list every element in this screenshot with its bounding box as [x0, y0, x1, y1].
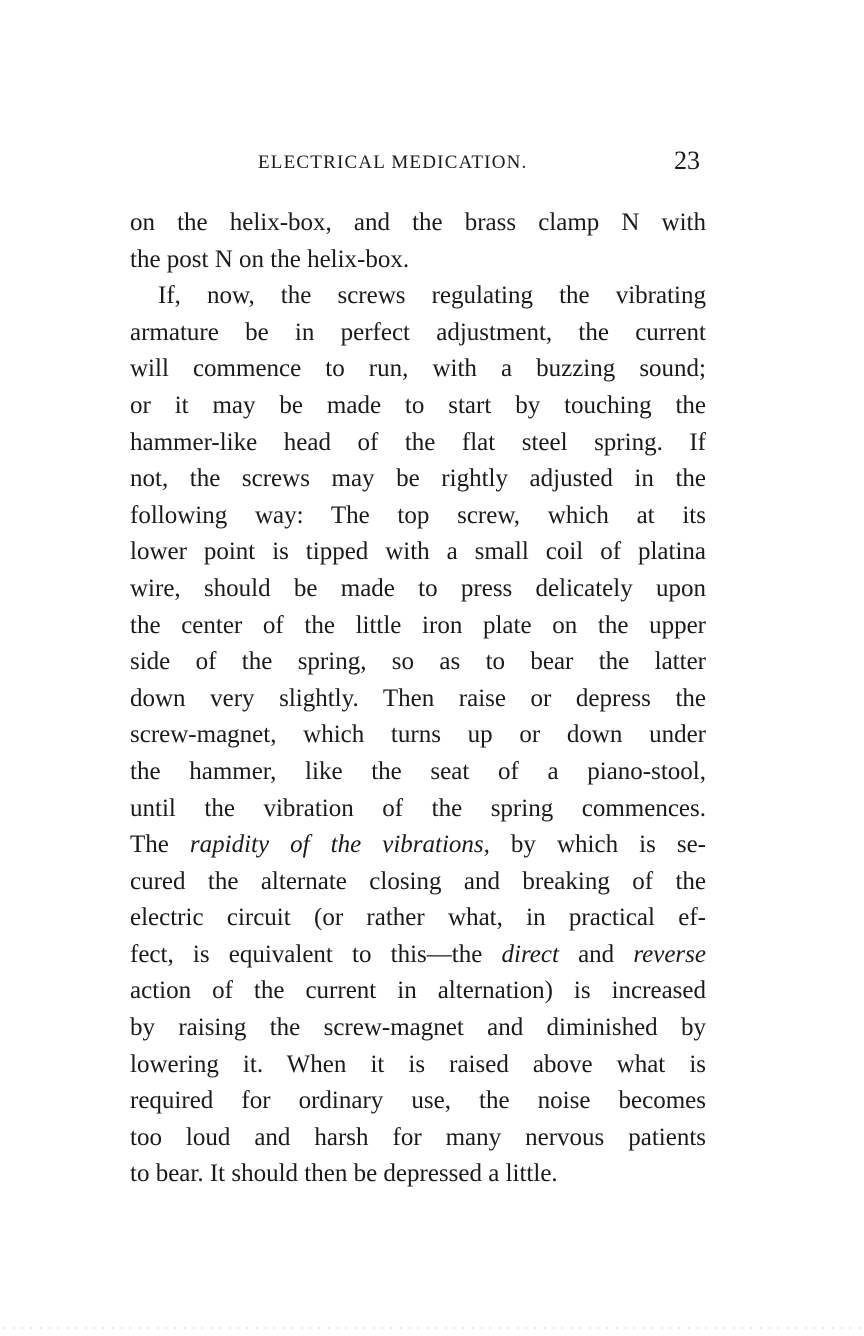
running-title: ELECTRICAL MEDICATION.	[258, 152, 528, 173]
text-run: and	[558, 940, 634, 968]
text-line: or it may be made to start by touching the	[130, 391, 706, 419]
text-run: by which is se-	[489, 831, 706, 859]
text-line: hammer-like head of the flat steel spring. If	[130, 428, 706, 456]
text-line-with-italic	[130, 937, 706, 974]
page-header	[130, 146, 700, 178]
text-run: The	[130, 831, 190, 859]
text-line: the post N on the helix-box.	[130, 245, 410, 273]
text-line: cured the alternate closing and breaking of the	[130, 867, 706, 895]
body-text	[130, 205, 706, 1193]
text-line: If, now, the screws regulating the vibrating	[158, 282, 706, 310]
text-line-with-italic	[130, 827, 706, 864]
text-line: armature be in perfect adjustment, the current	[130, 318, 706, 346]
text-line: on the helix-box, and the brass clamp N with	[130, 209, 706, 236]
text-line: wire, should be made to press delicately upon	[130, 574, 706, 602]
page-number: 23	[674, 146, 700, 175]
text-line: screw-magnet, which turns up or down under	[130, 721, 706, 749]
italic-run: reverse	[633, 940, 706, 968]
text-line: too loud and harsh for many nervous patients	[130, 1123, 706, 1151]
text-line: lower point is tipped with a small coil of platina	[130, 538, 706, 566]
text-line: by raising the screw-magnet and diminished by	[130, 1014, 706, 1042]
text-line: action of the current in alternation) is increased	[130, 977, 706, 1005]
italic-run: direct	[501, 940, 559, 968]
text-line: until the vibration of the spring commences.	[130, 794, 706, 822]
text-line: required for ordinary use, the noise becomes	[130, 1087, 706, 1115]
text-line: will commence to run, with a buzzing sound;	[130, 355, 706, 383]
text-line: side of the spring, so as to bear the latter	[130, 648, 706, 676]
text-line: down very slightly. Then raise or depress the	[130, 684, 706, 712]
italic-run: rapidity of the vibrations,	[189, 831, 490, 859]
text-line: lowering it. When it is raised above what is	[130, 1050, 706, 1078]
text-line: the center of the little iron plate on the upper	[130, 611, 706, 639]
text-run: fect, is equivalent to this—the	[130, 940, 502, 968]
text-line: following way: The top screw, which at its	[130, 501, 706, 529]
text-line: the hammer, like the seat of a piano-stool,	[130, 757, 706, 785]
scan-artifact-dots	[0, 1327, 864, 1329]
text-line: electric circuit (or rather what, in practical ef-	[130, 904, 706, 932]
text-line: to bear. It should then be depressed a little.	[130, 1160, 558, 1188]
text-line: not, the screws may be rightly adjusted in the	[130, 465, 706, 493]
